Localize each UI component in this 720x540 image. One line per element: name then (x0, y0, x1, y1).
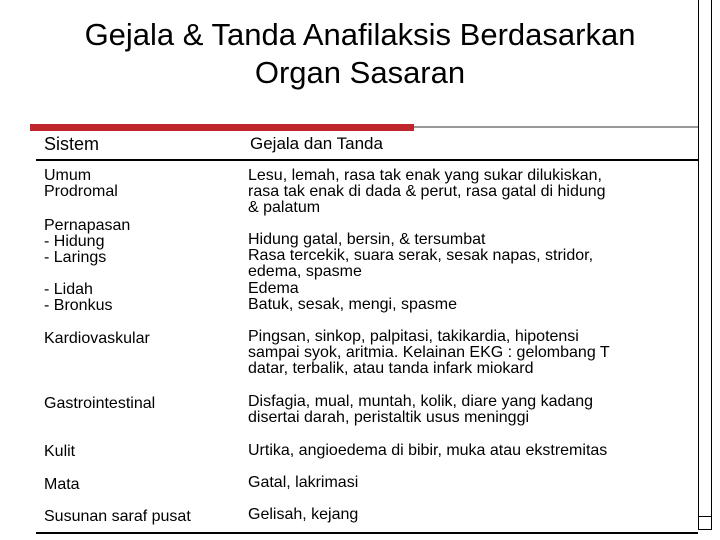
slide-frame-decoration (698, 0, 712, 520)
row-gejala-pernapasan: Hidung gatal, bersin, & tersumbat Rasa tercekik, suara serak, sesak napas, stridor, edema, spasme (248, 231, 594, 280)
table-bottom-rule (36, 532, 698, 534)
row-gejala-mata: Gatal, lakrimasi (248, 474, 359, 491)
row-sistem-kardiovaskular: Kardiovaskular (44, 330, 150, 347)
row-gejala-kardiovaskular: Pingsan, sinkop, palpitasi, takikardia, hipotensi sampai syok, aritmia. Kelainan EKG : gelombang T datar, terbalik, atau tanda infark miokard (248, 328, 610, 377)
row-gejala-umum: Lesu, lemah, rasa tak enak yang sukar dilukiskan, rasa tak enak di dada & perut, rasa gatal di hidung & palatum (248, 167, 606, 216)
title-divider-red (30, 124, 414, 131)
row-gejala-kulit: Urtika, angioedema di bibir, muka atau ekstremitas (248, 442, 608, 459)
header-rule (36, 159, 698, 161)
row-gejala-saraf-pusat: Gelisah, kejang (248, 506, 359, 523)
slide-title (40, 16, 680, 92)
slide-title-line-1: Gejala & Tanda Anafilaksis Berdasarkan (84, 17, 636, 52)
slide-title-line-2: Organ Sasaran (254, 55, 466, 90)
row-sistem-saraf-pusat: Susunan saraf pusat (44, 508, 191, 525)
row-sistem-umum: Umum Prodromal (44, 167, 118, 200)
header-sistem: Sistem (44, 134, 100, 154)
row-gejala-lidah-bronkus: Edema Batuk, sesak, mengi, spasme (248, 280, 457, 313)
row-sistem-pernapasan: Pernapasan - Hidung - Larings (44, 217, 131, 266)
row-sistem-gastrointestinal: Gastrointestinal (44, 395, 156, 412)
row-sistem-mata: Mata (44, 476, 80, 493)
row-sistem-kulit: Kulit (44, 443, 76, 460)
header-gejala: Gejala dan Tanda (250, 134, 383, 153)
row-gejala-gastrointestinal: Disfagia, mual, muntah, kolik, diare yang kadang disertai darah, peristaltik usus meninggi (248, 393, 594, 426)
row-sistem-lidah-bronkus: - Lidah - Bronkus (44, 281, 113, 314)
slide-corner-decoration (698, 516, 712, 530)
